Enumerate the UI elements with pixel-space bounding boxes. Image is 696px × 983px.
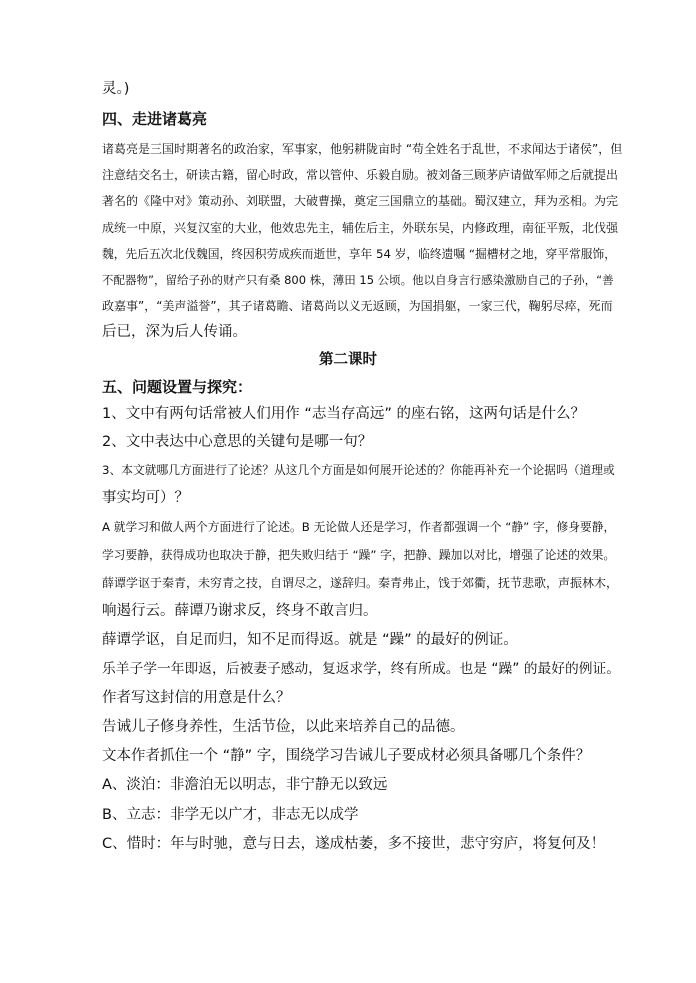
answer-line: 告诫儿子修身养性，生活节俭，以此来培养自己的品德。 (102, 719, 465, 735)
answer-line: A 就学习和做人两个方面进行了论述。B 无论做人还是学习，作者都强调一个 “静” 字，修身要静， (102, 520, 616, 534)
example-line: 薛谭学讴于秦青，未穷青之技，自谓尽之，遂辞归。秦青弗止，饯于郊衢，抚节悲歌，声振林木， (102, 576, 619, 590)
paragraph-line: 政嘉事”，“美声溢誉”，其子诸葛瞻、诸葛尚以义无返顾，为国捐躯，一家三代，鞠躬尽瘁，死而 (102, 299, 613, 313)
example-line: 响遏行云。薛谭乃谢求反，终身不敢言归。 (102, 603, 378, 619)
example-line: 乐羊子学一年即返，后被妻子感动，复返求学，终有所成。也是 “躁” 的最好的例证。 (102, 661, 620, 677)
lesson-title: 第二课时 (319, 352, 377, 368)
question-2: 2、文中表达中心意思的关键句是哪一句？ (102, 434, 373, 450)
section-heading-4: 四、走进诸葛亮 (102, 110, 208, 128)
paragraph-line: 魏，先后五次北伐魏国，终因积劳成疾而逝世，享年 54 岁，临终遗嘱 “掘槽材之地，穿平常服饰， (102, 247, 616, 261)
question-3: 3、本文就哪几方面进行了论述？从这几个方面是如何展开论述的？你能再补充一个论据吗（道理或 (102, 463, 615, 477)
paragraph-line: 不配器物”，留给子孙的财产只有桑 800 株，薄田 15 公顷。他以自身言行感染激励自己的子孙，“善 (102, 273, 614, 287)
question-line: 作者写这封信的用意是什么？ (102, 690, 291, 706)
example-line: 薛谭学讴，自足而归，知不足而得返。就是 “躁” 的最好的例证。 (102, 632, 518, 648)
paragraph-line: 成统一中原，兴复汉室的大业，他效忠先主，辅佐后主，外联东吴，内修政理，南征平叛，北伐强 (102, 221, 619, 235)
condition-c: C、惜时：年与时驰，意与日去，遂成枯萎，多不接世，悲守穷庐，将复何及！ (102, 836, 606, 852)
question-line: 文本作者抓住一个 “静” 字，围绕学习告诫儿子要成材必须具备哪几个条件？ (102, 748, 591, 764)
paragraph-line: 后已，深为后人传诵。 (102, 324, 247, 340)
condition-a: A、淡泊：非澹泊无以明志，非宁静无以致远 (102, 777, 388, 793)
answer-line: 学习要静，获得成功也取决于静，把失败归结于 “躁” 字，把静、躁加以对比，增强了论述的效果。 (102, 548, 616, 562)
condition-b: B、立志：非学无以广才，非志无以成学 (102, 807, 359, 823)
question-1: 1、文中有两句话常被人们用作 “志当存高远” 的座右铭，这两句话是什么？ (102, 406, 585, 422)
question-3-cont: 事实均可）？ (102, 490, 189, 506)
text-line-continuation: 灵。) (102, 81, 130, 97)
paragraph-line: 注意结交名士，研读古籍，留心时政，常以管仲、乐毅自励。被刘备三顾茅庐请做军师之后就提出 (102, 168, 619, 182)
paragraph-line: 诸葛亮是三国时期著名的政治家，军事家，他躬耕陇亩时 “苟全姓名于乱世，不求闻达于诸侯”，但 (102, 142, 623, 156)
paragraph-line: 著名的《隆中对》策动孙、刘联盟，大破曹操，奠定三国鼎立的基础。蜀汉建立，拜为丞相。为完 (102, 194, 619, 208)
section-heading-5: 五、问题设置与探究： (102, 378, 253, 396)
